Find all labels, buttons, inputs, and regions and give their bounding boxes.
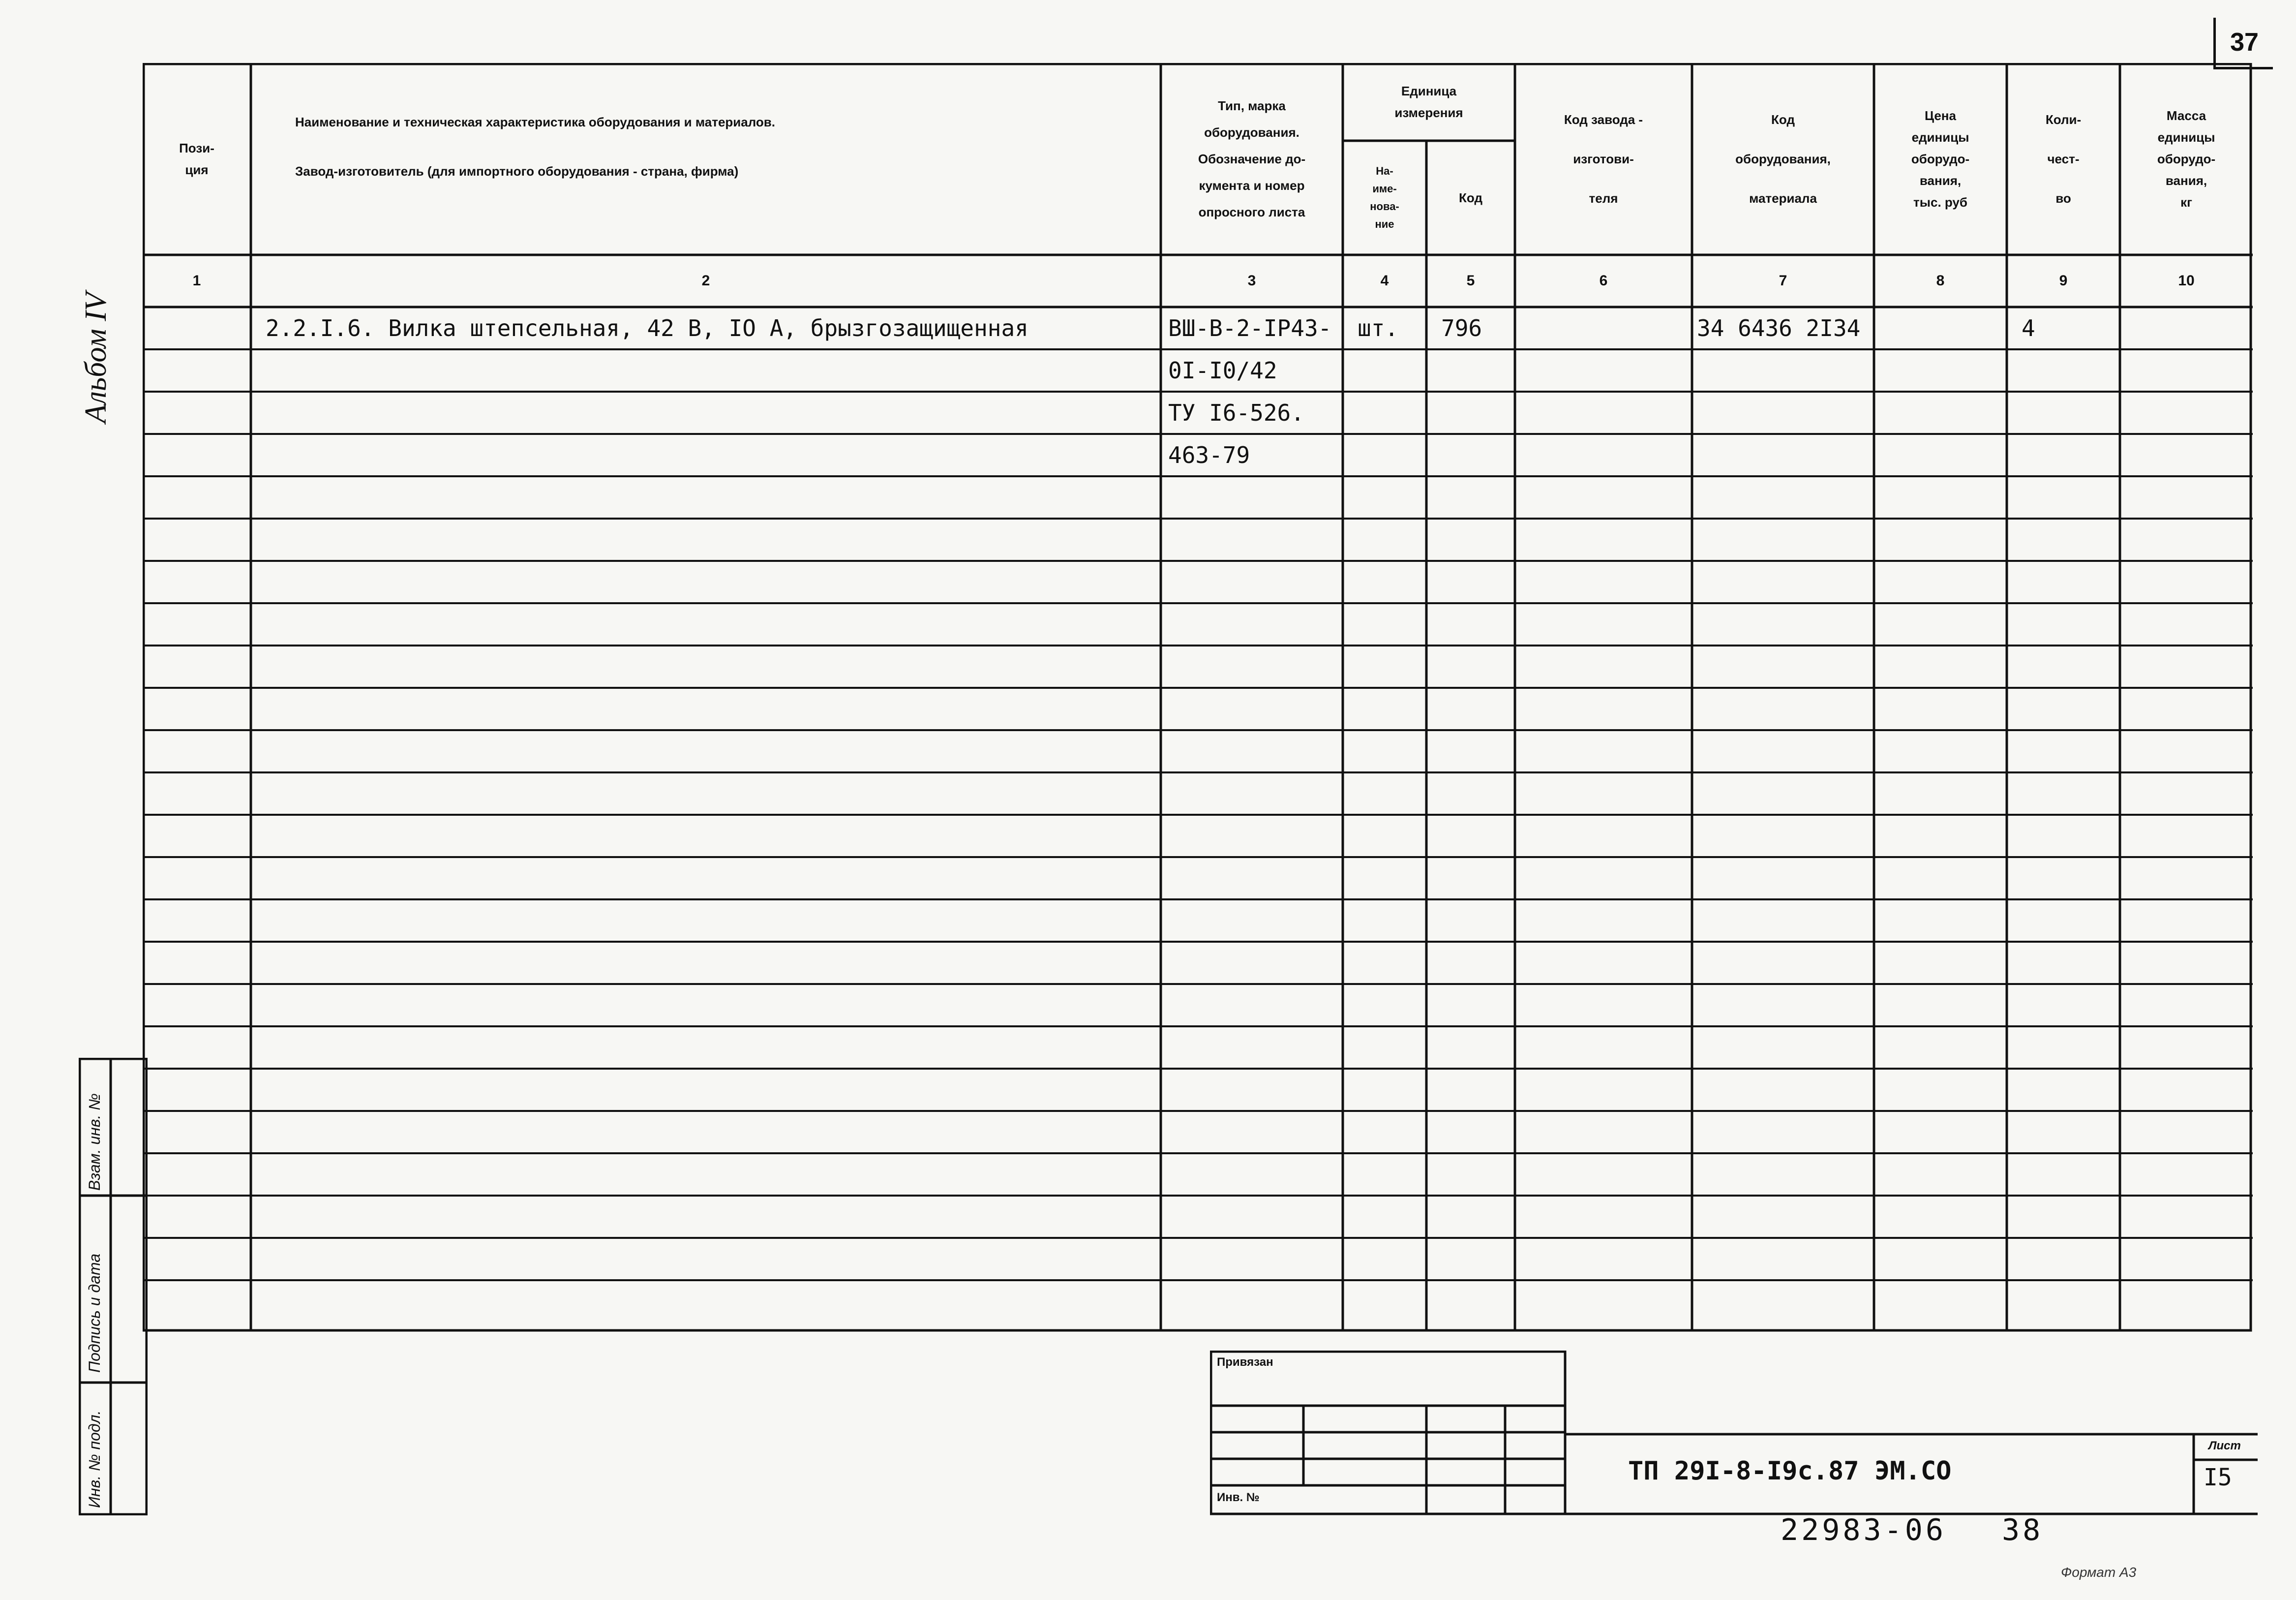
column-number: 4 <box>1380 273 1389 289</box>
header-type: Тип, марка оборудования. Обозначение до- кумента и номер опросного листа <box>1198 98 1306 219</box>
header-unit-code: Код <box>1459 190 1482 205</box>
header-factory-code: Код завода - изготови- теля <box>1564 112 1643 206</box>
side-stamp-inv: Инв. № подл. <box>86 1410 103 1508</box>
header-position: Пози- ция <box>179 141 214 177</box>
row-item-unit-code: 796 <box>1441 315 1482 341</box>
row-item-type: ТУ I6-526. <box>1168 400 1304 426</box>
column-number: 7 <box>1779 273 1787 289</box>
header-unit-group: Единица измерения <box>1394 84 1463 120</box>
column-number: 6 <box>1599 273 1608 289</box>
header-quantity: Коли- чест- во <box>2045 112 2082 206</box>
archive-number: 22983-06 <box>1781 1513 1946 1547</box>
column-number: 3 <box>1247 273 1256 289</box>
row-item-unit: шт. <box>1358 315 1399 341</box>
row-item-equipment-code: 34 6436 2I34 <box>1697 315 1861 341</box>
row-item-quantity: 4 <box>2022 315 2035 341</box>
row-item-name: 2.2.I.6. Вилка штепсельная, 42 В, IO А, брызгозащищенная <box>266 315 1028 341</box>
side-stamp <box>79 1058 148 1515</box>
header-name-line1: Наименование и техническая характеристика оборудования и материалов. <box>295 115 776 129</box>
row-item-type: 463-79 <box>1168 442 1250 468</box>
stamp-privyazan: Привязан <box>1217 1355 1273 1369</box>
column-number: 5 <box>1466 273 1475 289</box>
row-item-type: ВШ-В-2-IP43- <box>1168 315 1332 341</box>
sheet-label: Лист <box>2208 1439 2241 1452</box>
document-code: ТП 29I-8-I9с.87 ЭМ.СО <box>1628 1456 1952 1486</box>
archive-sheet: 38 <box>2002 1513 2044 1547</box>
column-number: 9 <box>2059 273 2068 289</box>
page-number: 37 <box>2213 18 2273 69</box>
column-number: 10 <box>2178 273 2195 289</box>
header-price: Цена единицы оборудо- вания, тыс. руб <box>1911 108 1970 210</box>
row-item-type: 0I-I0/42 <box>1168 357 1277 384</box>
album-label: Альбом IV <box>79 292 113 423</box>
column-number: 1 <box>192 273 201 289</box>
sheet-number: I5 <box>2204 1464 2232 1491</box>
spec-table <box>143 63 2253 1332</box>
title-block <box>1210 1351 2258 1518</box>
column-number: 2 <box>701 273 710 289</box>
stamp-inv-no: Инв. № <box>1217 1491 1260 1504</box>
header-equipment-code: Код оборудования, материала <box>1735 112 1831 206</box>
column-number: 8 <box>1936 273 1945 289</box>
side-stamp-vzam: Взам. инв. № <box>86 1093 103 1191</box>
album-label-wrap <box>79 276 123 433</box>
side-stamp-podpis: Подпись и дата <box>86 1253 103 1373</box>
header-unit-name: На- име- нова- ние <box>1370 165 1399 230</box>
format-label: Формат А3 <box>2061 1565 2137 1580</box>
header-name-line2: Завод-изготовитель (для импортного оборудования - страна, фирма) <box>295 164 739 179</box>
title-block-grid <box>1210 1351 2258 1518</box>
header-mass: Масса единицы оборудо- вания, кг <box>2157 108 2216 210</box>
